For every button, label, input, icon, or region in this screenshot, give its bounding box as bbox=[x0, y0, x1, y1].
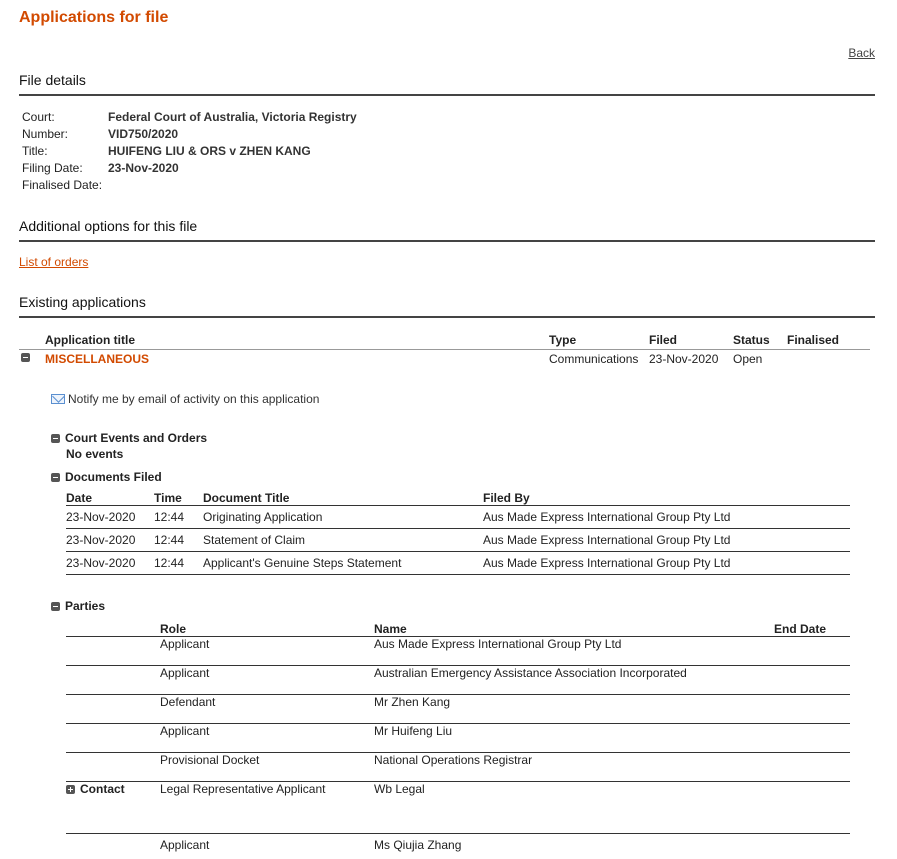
application-title-link[interactable]: MISCELLANEOUS bbox=[45, 352, 150, 366]
doc-title: Applicant's Genuine Steps Statement bbox=[203, 556, 402, 570]
collapse-icon[interactable] bbox=[21, 353, 30, 362]
notify-label[interactable]: Notify me by email of activity on this application bbox=[68, 392, 320, 406]
envelope-icon[interactable] bbox=[51, 394, 65, 404]
applications-header bbox=[19, 332, 870, 350]
party-name: Aus Made Express International Group Pty Ltd bbox=[374, 637, 622, 651]
parties-heading: Parties bbox=[65, 599, 106, 613]
col-application-title: Application title bbox=[45, 333, 135, 347]
party-role: Applicant bbox=[160, 724, 210, 738]
court-events-heading: Court Events and Orders bbox=[65, 431, 208, 445]
court-label: Court: bbox=[22, 110, 55, 124]
court-value: Federal Court of Australia, Victoria Registry bbox=[108, 110, 357, 124]
table-row bbox=[66, 666, 850, 695]
court-events-section bbox=[51, 431, 207, 445]
table-row bbox=[66, 637, 850, 666]
no-events-text: No events bbox=[66, 447, 124, 461]
page-title: Applications for file bbox=[19, 9, 169, 26]
application-status: Open bbox=[733, 352, 763, 366]
additional-options-heading: Additional options for this file bbox=[19, 218, 875, 242]
parties-header-row bbox=[66, 622, 850, 637]
doc-time: 12:44 bbox=[154, 510, 185, 524]
file-details bbox=[22, 109, 357, 194]
parties-table bbox=[66, 622, 850, 854]
list-of-orders-link[interactable]: List of orders bbox=[19, 255, 89, 269]
table-row bbox=[66, 753, 850, 782]
parties-section bbox=[51, 599, 105, 613]
contact-label[interactable]: Contact bbox=[80, 782, 125, 796]
doc-title: Statement of Claim bbox=[203, 533, 306, 547]
doc-filed-by: Aus Made Express International Group Pty Ltd bbox=[483, 510, 731, 524]
party-name: Mr Huifeng Liu bbox=[374, 724, 453, 738]
party-col-end-date: End Date bbox=[774, 622, 827, 636]
filing-date-value: 23-Nov-2020 bbox=[108, 161, 179, 175]
collapse-icon[interactable] bbox=[51, 473, 60, 482]
documents-heading: Documents Filed bbox=[65, 470, 162, 484]
number-value: VID750/2020 bbox=[108, 127, 179, 141]
table-row bbox=[66, 552, 850, 575]
table-row bbox=[66, 529, 850, 552]
party-role: Provisional Docket bbox=[160, 753, 260, 767]
party-col-name: Name bbox=[374, 622, 407, 636]
application-row bbox=[19, 352, 870, 368]
party-name: Wb Legal bbox=[374, 782, 425, 796]
party-role: Defendant bbox=[160, 695, 216, 709]
doc-date: 23-Nov-2020 bbox=[66, 533, 136, 547]
collapse-icon[interactable] bbox=[51, 434, 60, 443]
table-row bbox=[66, 724, 850, 753]
collapse-icon[interactable] bbox=[51, 602, 60, 611]
title-label: Title: bbox=[22, 144, 48, 158]
existing-applications-heading: Existing applications bbox=[19, 294, 875, 318]
number-label: Number: bbox=[22, 127, 69, 141]
doc-time: 12:44 bbox=[154, 556, 185, 570]
doc-date: 23-Nov-2020 bbox=[66, 510, 136, 524]
doc-col-title: Document Title bbox=[203, 491, 290, 505]
doc-time: 12:44 bbox=[154, 533, 185, 547]
title-value: HUIFENG LIU & ORS v ZHEN KANG bbox=[108, 144, 311, 158]
col-finalised: Finalised bbox=[787, 333, 840, 347]
documents-header-row bbox=[66, 491, 850, 506]
contact-toggle[interactable] bbox=[66, 782, 160, 834]
party-col-role: Role bbox=[160, 622, 187, 636]
file-details-heading: File details bbox=[19, 72, 875, 96]
application-type: Communications bbox=[549, 352, 639, 366]
table-row bbox=[66, 506, 850, 529]
doc-col-time: Time bbox=[154, 491, 182, 505]
col-status: Status bbox=[733, 333, 770, 347]
party-name: National Operations Registrar bbox=[374, 753, 533, 767]
back-link[interactable]: Back bbox=[848, 46, 875, 60]
documents-table bbox=[66, 491, 850, 575]
doc-filed-by: Aus Made Express International Group Pty Ltd bbox=[483, 533, 731, 547]
filing-date-label: Filing Date: bbox=[22, 161, 83, 175]
doc-title: Originating Application bbox=[203, 510, 323, 524]
application-filed: 23-Nov-2020 bbox=[649, 352, 719, 366]
party-name: Ms Qiujia Zhang bbox=[374, 838, 462, 852]
doc-filed-by: Aus Made Express International Group Pty Ltd bbox=[483, 556, 731, 570]
col-type: Type bbox=[549, 333, 577, 347]
doc-col-filed-by: Filed By bbox=[483, 491, 530, 505]
party-role: Applicant bbox=[160, 838, 210, 852]
finalised-date-label: Finalised Date: bbox=[22, 178, 103, 192]
notify-option[interactable] bbox=[51, 392, 319, 406]
table-row bbox=[66, 695, 850, 724]
party-role: Applicant bbox=[160, 637, 210, 651]
doc-col-date: Date bbox=[66, 491, 93, 505]
doc-date: 23-Nov-2020 bbox=[66, 556, 136, 570]
party-col-spacer bbox=[66, 622, 160, 637]
party-role: Applicant bbox=[160, 666, 210, 680]
party-role: Legal Representative Applicant bbox=[160, 782, 326, 796]
expand-icon[interactable] bbox=[66, 785, 75, 794]
table-row bbox=[66, 782, 850, 834]
party-name: Australian Emergency Assistance Association Incorporated bbox=[374, 666, 687, 680]
documents-section bbox=[51, 470, 162, 484]
col-filed: Filed bbox=[649, 333, 678, 347]
table-row bbox=[66, 834, 850, 854]
party-name: Mr Zhen Kang bbox=[374, 695, 451, 709]
